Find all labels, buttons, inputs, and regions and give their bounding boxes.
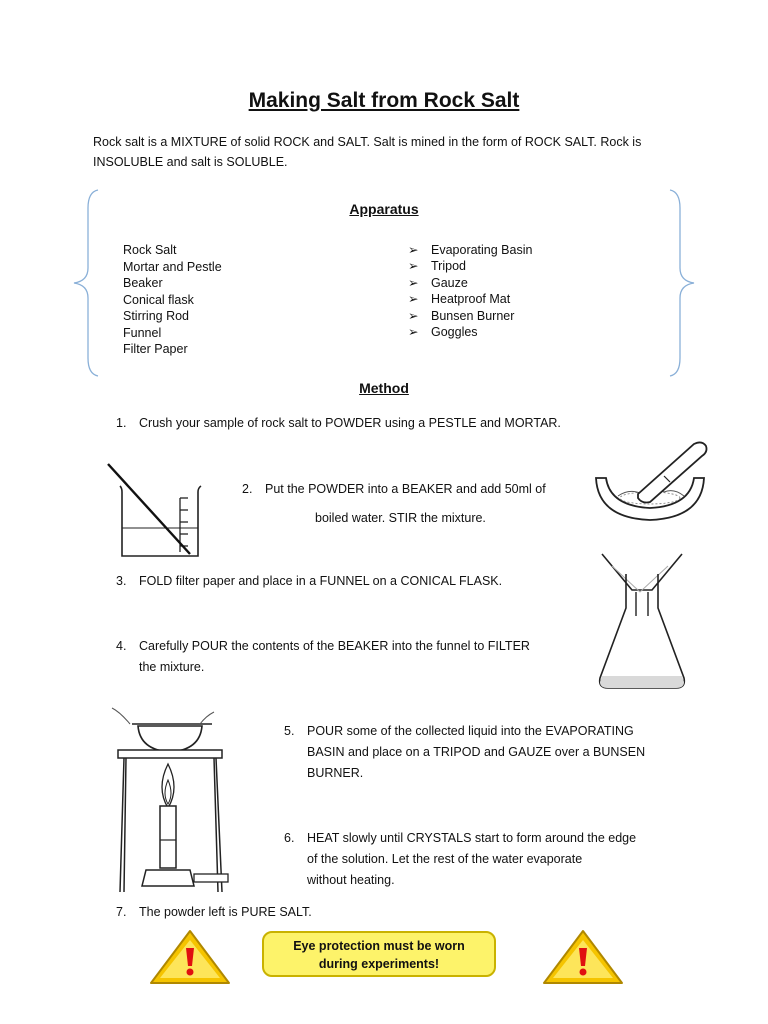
warning-triangle-icon	[148, 928, 232, 986]
method-step-3: 3. FOLD filter paper and place in a FUNNEL on a CONICAL FLASK.	[116, 574, 503, 588]
list-item: ➢ Evaporating Basin	[408, 243, 533, 257]
list-item: Funnel	[123, 325, 162, 340]
list-item: Mortar and Pestle	[123, 259, 222, 274]
method-step-5: 5. POUR some of the collected liquid into the EVAPORATING	[284, 724, 634, 738]
apparatus-heading: Apparatus	[349, 201, 419, 217]
warning-triangle-icon	[541, 928, 625, 986]
apparatus-list-left	[123, 242, 222, 358]
list-item: Conical flask	[123, 292, 194, 307]
mortar-pestle-illustration	[590, 436, 712, 530]
conical-flask-illustration	[596, 552, 688, 694]
arrow-bullet-icon: ➢	[408, 243, 419, 257]
page-title: Making Salt from Rock Salt	[248, 89, 520, 112]
arrow-bullet-icon: ➢	[408, 325, 419, 340]
method-step-2-cont: boiled water. STIR the mixture.	[315, 511, 486, 525]
apparatus-list-right	[408, 242, 532, 340]
method-step-2: 2. Put the POWDER into a BEAKER and add 50ml of	[242, 482, 546, 496]
list-item: Beaker	[123, 276, 163, 290]
list-item: ➢ Gauze	[408, 275, 468, 290]
list-item: ➢ Goggles	[408, 325, 478, 340]
method-step-4: 4. Carefully POUR the contents of the BEAKER into the funnel to FILTER	[116, 639, 530, 653]
method-step-5-cont: BURNER.	[307, 766, 364, 780]
beaker-illustration	[104, 462, 204, 562]
arrow-bullet-icon: ➢	[408, 308, 419, 323]
method-step-5-cont: BASIN and place on a TRIPOD and GAUZE over a BUNSEN	[307, 745, 646, 759]
method-step-4-cont: the mixture.	[139, 660, 205, 674]
eye-protection-warning: Eye protection must be worn during experiments!	[262, 931, 496, 977]
arrow-bullet-icon: ➢	[408, 275, 419, 290]
list-item: Stirring Rod	[123, 309, 189, 323]
list-item: Rock Salt	[123, 243, 177, 257]
tripod-bunsen-illustration	[110, 706, 250, 902]
method-heading: Method	[359, 380, 409, 396]
method-step-1: 1. Crush your sample of rock salt to POWDER using a PESTLE and MORTAR.	[116, 416, 561, 430]
method-step-6-cont: of the solution. Let the rest of the water evaporate	[307, 852, 583, 866]
method-step-7: 7. The powder left is PURE SALT.	[116, 905, 312, 919]
method-step-6-cont: without heating.	[307, 873, 395, 887]
list-item: Filter Paper	[123, 342, 188, 356]
method-step-6: 6. HEAT slowly until CRYSTALS start to form around the edge	[284, 831, 637, 845]
list-item: ➢ Heatproof Mat	[408, 292, 511, 307]
list-item: ➢ Tripod	[408, 259, 466, 274]
intro-paragraph: Rock salt is a MIXTURE of solid ROCK and SALT. Salt is mined in the form of ROCK SALT. Rock is INSOLUBLE and salt is SOLUBLE.	[93, 135, 642, 169]
arrow-bullet-icon: ➢	[408, 292, 419, 307]
list-item: ➢ Bunsen Burner	[408, 308, 515, 323]
arrow-bullet-icon: ➢	[408, 259, 419, 274]
